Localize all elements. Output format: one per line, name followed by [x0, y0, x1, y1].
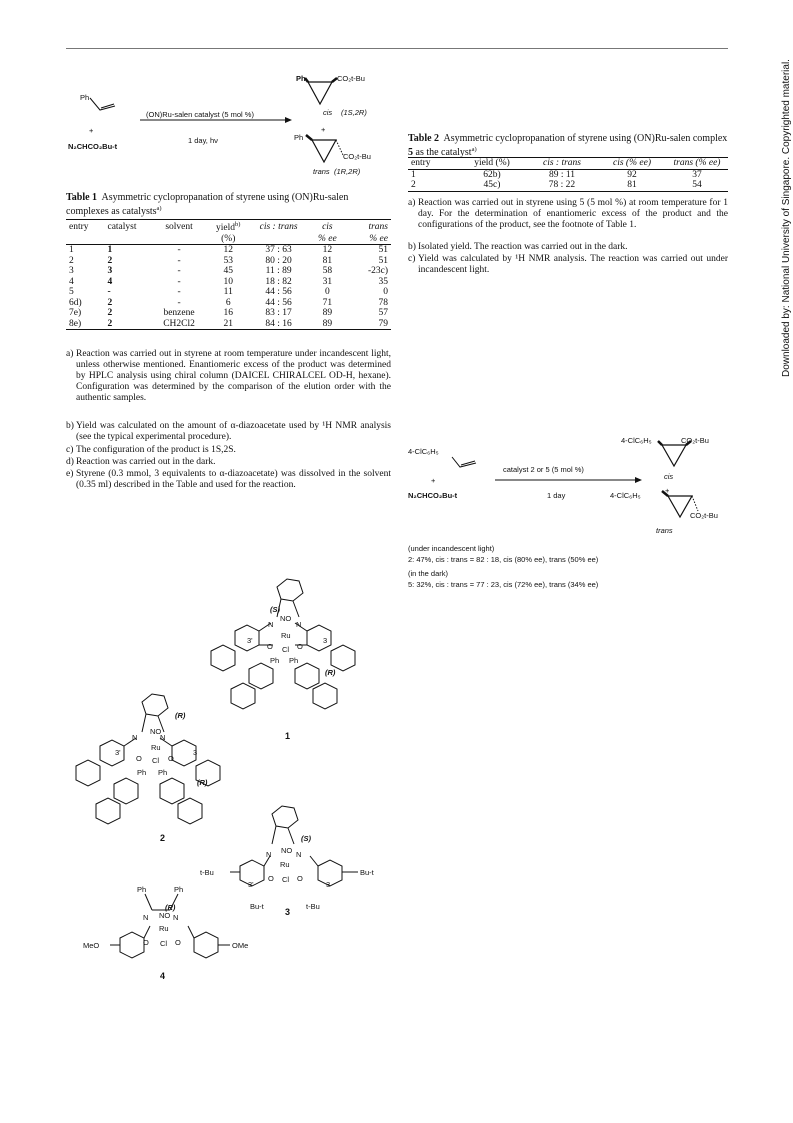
- table-cell: 84 : 16: [265, 318, 292, 329]
- table1: [66, 219, 391, 330]
- table-cell: 0: [324, 287, 330, 297]
- table-cell: 5: [69, 287, 74, 297]
- c1-pos3: 3: [323, 636, 328, 645]
- c4-o-right: O: [175, 938, 181, 947]
- scheme2-cis-aryl: 4-ClC₆H₅: [621, 436, 652, 445]
- table-row: [66, 266, 391, 277]
- scheme1-trans-label: trans: [313, 167, 330, 176]
- c3-config: (S): [301, 834, 311, 843]
- scheme-1-graphics: [60, 70, 390, 180]
- scheme2-result2-cond: (in the dark): [408, 569, 449, 578]
- table-cell: -: [107, 287, 111, 297]
- footnote: [66, 445, 391, 456]
- c3-tbu-right: Bu-t: [360, 868, 374, 877]
- table-cell: -: [177, 276, 181, 287]
- table1-header-row2: [66, 234, 391, 245]
- t1-h-catalyst: catalyst: [107, 221, 137, 232]
- c3-n-left: N: [266, 850, 272, 859]
- scheme2-result1: 2: 47%, cis : trans = 82 : 18, cis (80% ee), trans (50% ee): [408, 555, 599, 564]
- table-cell: 44 : 56: [265, 297, 292, 308]
- t1-h-trans: trans: [368, 221, 388, 232]
- table-cell: 2: [107, 255, 113, 266]
- table-cell: 1: [69, 245, 74, 255]
- table1-label: Table 1: [66, 192, 98, 203]
- table-cell: 51: [378, 255, 388, 266]
- table-cell: 21: [223, 318, 233, 329]
- table1-caption-text: Asymmetric cyclopropanation of styrene using (ON)Ru-salen complexes as catalysts: [66, 192, 349, 217]
- table-row: [66, 277, 391, 288]
- c2-metal: Ru: [151, 743, 161, 752]
- table-cell: 7e): [69, 308, 82, 318]
- footnote-label: b): [408, 242, 416, 252]
- table-cell: 37 : 63: [265, 245, 292, 255]
- c3-o-left: O: [268, 874, 274, 883]
- c2-n-right: N: [160, 733, 166, 742]
- c3-tbu-left: t-Bu: [200, 868, 214, 877]
- c1-o-left: O: [267, 642, 273, 651]
- t1-h-entry: entry: [69, 221, 89, 232]
- scheme2-trans-aryl: 4-ClC₆H₅: [610, 491, 641, 500]
- table-cell: 83 : 17: [265, 308, 292, 318]
- table-cell: 12: [322, 245, 333, 255]
- footnote: [408, 198, 728, 231]
- scheme2-trans-ester: CO₂t-Bu: [690, 511, 718, 520]
- c4-o-left: O: [143, 938, 149, 947]
- scheme1-diazo: N₂CHCO₂Bu-t: [68, 142, 118, 151]
- table-cell: 31: [322, 276, 333, 287]
- footnote: [408, 242, 728, 253]
- table-cell: 1: [107, 245, 113, 255]
- table-cell: 78 : 22: [548, 180, 576, 190]
- table-cell: 3: [107, 266, 113, 276]
- table-cell: 44 : 56: [265, 287, 292, 297]
- table-cell: 79: [378, 318, 388, 329]
- table-row: [66, 308, 391, 319]
- c1-o-right: O: [297, 642, 303, 651]
- table-cell: CH2Cl2: [163, 318, 195, 329]
- table-cell: 2: [411, 180, 416, 190]
- footnote-label: d): [66, 457, 74, 467]
- footnote-label: a): [66, 349, 74, 359]
- c4-ph-right: Ph: [174, 885, 184, 894]
- table-cell: 2: [69, 255, 74, 266]
- footnote-label: e): [66, 469, 74, 479]
- table-cell: 8e): [69, 318, 82, 329]
- c2-ph-right: Ph: [158, 768, 168, 777]
- t2-h-cis: cis (% ee): [613, 158, 651, 168]
- table-cell: 89 : 11: [548, 169, 576, 180]
- c1-n-right: N: [296, 620, 302, 629]
- table2-caption: [408, 133, 728, 158]
- c3-number: 3: [285, 907, 291, 917]
- footnote-text: Yield was calculated by ¹H NMR analysis. The reaction was carried out under incandescent light.: [418, 254, 728, 275]
- c4-no: NO: [159, 911, 171, 920]
- table-cell: 35: [378, 276, 388, 287]
- download-notice: Downloaded by: National University of Singapore. Copyrighted material.: [781, 59, 792, 377]
- scheme1-substrate: Ph: [80, 93, 90, 102]
- table-cell: 4: [107, 276, 113, 287]
- scheme1-cis-ph: Ph: [296, 74, 306, 83]
- c4-cl: Cl: [160, 939, 168, 948]
- table-cell: -: [177, 245, 181, 255]
- c1-pos3p: 3': [247, 636, 253, 645]
- t1-h-cis: cis: [322, 221, 333, 232]
- table-cell: 89: [322, 318, 333, 329]
- t1-h-solvent: solvent: [165, 221, 193, 232]
- c1-config-top: (S): [270, 605, 280, 614]
- scheme1-trans-ester: CO₂t-Bu: [343, 152, 371, 161]
- c2-n-left: N: [132, 733, 138, 742]
- footnote-label: a): [408, 198, 416, 208]
- c4-n-left: N: [143, 913, 149, 922]
- footnote-label: c): [66, 445, 74, 455]
- c4-n-right: N: [173, 913, 179, 922]
- table-cell: 2: [107, 308, 113, 318]
- c2-number: 2: [160, 833, 166, 843]
- table-row: [408, 180, 728, 191]
- c2-cl: Cl: [152, 756, 160, 765]
- scheme2-cis-label: cis: [664, 472, 674, 481]
- c1-metal: Ru: [281, 631, 291, 640]
- c2-o-right: O: [168, 754, 174, 763]
- c2-ph-left: Ph: [137, 768, 147, 777]
- table2-caption-b: as the catalyst: [413, 147, 472, 158]
- table1-caption: [66, 192, 391, 217]
- t2-h-yield: yield (%): [474, 158, 510, 168]
- scheme2-catalyst: catalyst 2 or 5 (5 mol %): [503, 465, 584, 474]
- footnote: [408, 254, 728, 276]
- c1-cl: Cl: [282, 645, 290, 654]
- table-cell: 18 : 82: [265, 276, 292, 287]
- scheme2-trans-label: trans: [656, 526, 673, 535]
- table-cell: 53: [223, 255, 233, 266]
- footnote-text: The configuration of the product is 1S,2S.: [76, 445, 236, 455]
- c1-ph-left: Ph: [270, 656, 280, 665]
- c3-tbu-br: t-Bu: [306, 902, 320, 911]
- table-cell: 37: [692, 169, 702, 180]
- table-cell: 80 : 20: [265, 255, 292, 266]
- c2-pos3p: 3': [115, 748, 121, 757]
- table-cell: 3: [69, 266, 74, 276]
- table-cell: 45c): [483, 180, 501, 190]
- scheme2-result1-cond: (under incandescent light): [408, 544, 495, 553]
- scheme1-conditions: 1 day, hν: [188, 136, 218, 145]
- table-cell: 92: [627, 169, 637, 180]
- c3-tbu-bl: Bu-t: [250, 902, 264, 911]
- scheme2-cis-ester: CO₂t-Bu: [681, 436, 709, 445]
- c3-o-right: O: [297, 874, 303, 883]
- footnote-text: Styrene (0.3 mmol, 3 equivalents to α-diazoacetate) was dissolved in the solvent (0.35 ml) described in the Table and used for the reaction.: [76, 469, 391, 490]
- table-cell: 81: [322, 255, 333, 266]
- table2-caption-note: a): [471, 146, 477, 153]
- table2-caption-bold: 5: [408, 147, 413, 158]
- footnote-text: Reaction was carried out in the dark.: [76, 457, 216, 467]
- table-cell: 45: [223, 266, 233, 276]
- c4-ph-left: Ph: [137, 885, 147, 894]
- scheme1-cis-ester: CO₂t-Bu: [337, 74, 365, 83]
- table-cell: -: [177, 287, 181, 297]
- table-cell: 4: [69, 276, 74, 287]
- table-row: [66, 287, 391, 298]
- footnote: [66, 421, 391, 443]
- t1-h2-yield: (%): [221, 233, 236, 244]
- scheme1-plus2: +: [321, 125, 326, 134]
- scheme2-result2: 5: 32%, cis : trans = 77 : 23, cis (72% ee), trans (34% ee): [408, 580, 599, 589]
- c1-config-bottom: (R): [325, 668, 336, 677]
- footnote-label: b): [66, 421, 74, 431]
- table-row: [66, 245, 391, 256]
- t1-h2-cis: % ee: [318, 233, 337, 244]
- table-cell: 62b): [483, 169, 501, 180]
- scheme1-plus: +: [89, 126, 94, 135]
- table-cell: 6: [225, 297, 231, 308]
- footnote: [66, 457, 391, 468]
- table-row: [66, 298, 391, 309]
- table-cell: 54: [692, 180, 702, 190]
- table-cell: 0: [383, 287, 388, 297]
- c3-n-right: N: [296, 850, 302, 859]
- footnote-text: Isolated yield. The reaction was carried out in the dark.: [418, 242, 628, 252]
- footnote-text: Yield was calculated on the amount of α-diazoacetate used by ¹H NMR analysis (see the typical experimental procedure).: [76, 421, 391, 442]
- c3-pos3p: 3': [248, 880, 254, 889]
- scheme1-cis-config: (1S,2R): [341, 108, 367, 117]
- scheme1-trans-config: (1R,2R): [334, 167, 361, 176]
- top-rule: [66, 48, 728, 49]
- table-cell: 6d): [69, 297, 82, 308]
- table-row: [66, 256, 391, 267]
- table-cell: 10: [223, 276, 233, 287]
- scheme2-substrate: 4-ClC₆H₅: [408, 447, 439, 456]
- table-cell: 11 : 89: [265, 266, 292, 276]
- c3-metal: Ru: [280, 860, 290, 869]
- footnote-label: c): [408, 254, 416, 264]
- table1-header-row: [66, 220, 391, 234]
- table-cell: 57: [378, 308, 388, 318]
- t2-h-entry: entry: [411, 158, 431, 168]
- t2-h-ratio: cis : trans: [543, 158, 581, 168]
- c1-no: NO: [280, 614, 292, 623]
- table-cell: 2: [107, 318, 113, 329]
- table-cell: 12: [223, 245, 233, 255]
- table-cell: 89: [322, 308, 333, 318]
- t1-h-yield: yield: [216, 223, 236, 233]
- table2: [408, 157, 728, 192]
- footnote: [66, 469, 391, 491]
- table1-caption-note: a): [156, 205, 162, 212]
- scheme-2-graphics: [400, 430, 730, 540]
- c2-config-bottom: (R): [197, 778, 208, 787]
- scheme1-cis-label: cis: [323, 108, 333, 117]
- c2-no: NO: [150, 727, 162, 736]
- table-cell: 81: [627, 180, 637, 190]
- table-cell: 71: [322, 297, 333, 308]
- c3-cl: Cl: [282, 875, 290, 884]
- c1-number: 1: [285, 731, 291, 741]
- table-cell: -: [177, 297, 181, 308]
- table-cell: -: [177, 266, 181, 276]
- table-row: [66, 319, 391, 330]
- c3-pos3: 3: [326, 880, 331, 889]
- scheme1-trans-ph: Ph: [294, 133, 304, 142]
- table-cell: 11: [223, 287, 233, 297]
- c2-pos3: 3: [193, 748, 198, 757]
- t1-h-yield-note: b): [235, 221, 241, 228]
- scheme2-plus: +: [431, 476, 436, 485]
- c4-number: 4: [160, 971, 166, 981]
- footnote-text: Reaction was carried out in styrene at room temperature under incandescent light, unless otherwise mentioned. Enantiomeric excess of the product was determined by HPLC analysis using chiral column (DAICEL CHIRALCEL OD-H, hexane). Configuration was determined by the comparison of the elution order with the authentic samples.: [76, 349, 391, 403]
- table-cell: -23c): [367, 266, 388, 276]
- t1-h-ratio: cis : trans: [259, 221, 298, 232]
- c4-metal: Ru: [159, 924, 169, 933]
- c4-config: (R): [165, 903, 176, 912]
- scheme1-catalyst: (ON)Ru-salen catalyst (5 mol %): [146, 110, 254, 119]
- table-cell: 58: [322, 266, 333, 276]
- table-cell: 1: [411, 169, 416, 180]
- table2-label: Table 2: [408, 133, 440, 144]
- c1-ph-right: Ph: [289, 656, 299, 665]
- c2-config-top: (R): [175, 711, 186, 720]
- table-cell: benzene: [163, 308, 195, 318]
- c4-meo: MeO: [83, 941, 100, 950]
- c2-o-left: O: [136, 754, 142, 763]
- c4-ome: OMe: [232, 941, 249, 950]
- scheme2-diazo: N₂CHCO₂Bu-t: [408, 491, 458, 500]
- table-cell: 2: [107, 297, 113, 308]
- table-cell: 16: [223, 308, 233, 318]
- footnote-text: Reaction was carried out in styrene using 5 (5 mol %) at room temperature for 1 day. For the determination of enantiomeric excess of the product and the configurations of the product, see the footnote of Table 1.: [418, 198, 728, 230]
- table-cell: 78: [378, 297, 388, 308]
- c3-no: NO: [281, 846, 293, 855]
- t1-h2-trans: % ee: [369, 233, 388, 244]
- table2-caption-a: Asymmetric cyclopropanation of styrene using (ON)Ru-salen complex: [443, 133, 728, 144]
- table-cell: -: [177, 255, 181, 266]
- scheme2-conditions: 1 day: [547, 491, 566, 500]
- c1-n-left: N: [268, 620, 274, 629]
- table2-header-row: [408, 158, 728, 169]
- t2-h-trans: trans (% ee): [673, 158, 721, 168]
- footnote: [66, 349, 391, 404]
- table-cell: 51: [378, 245, 388, 255]
- table-row: [408, 169, 728, 180]
- scheme2-plus2: +: [665, 486, 670, 495]
